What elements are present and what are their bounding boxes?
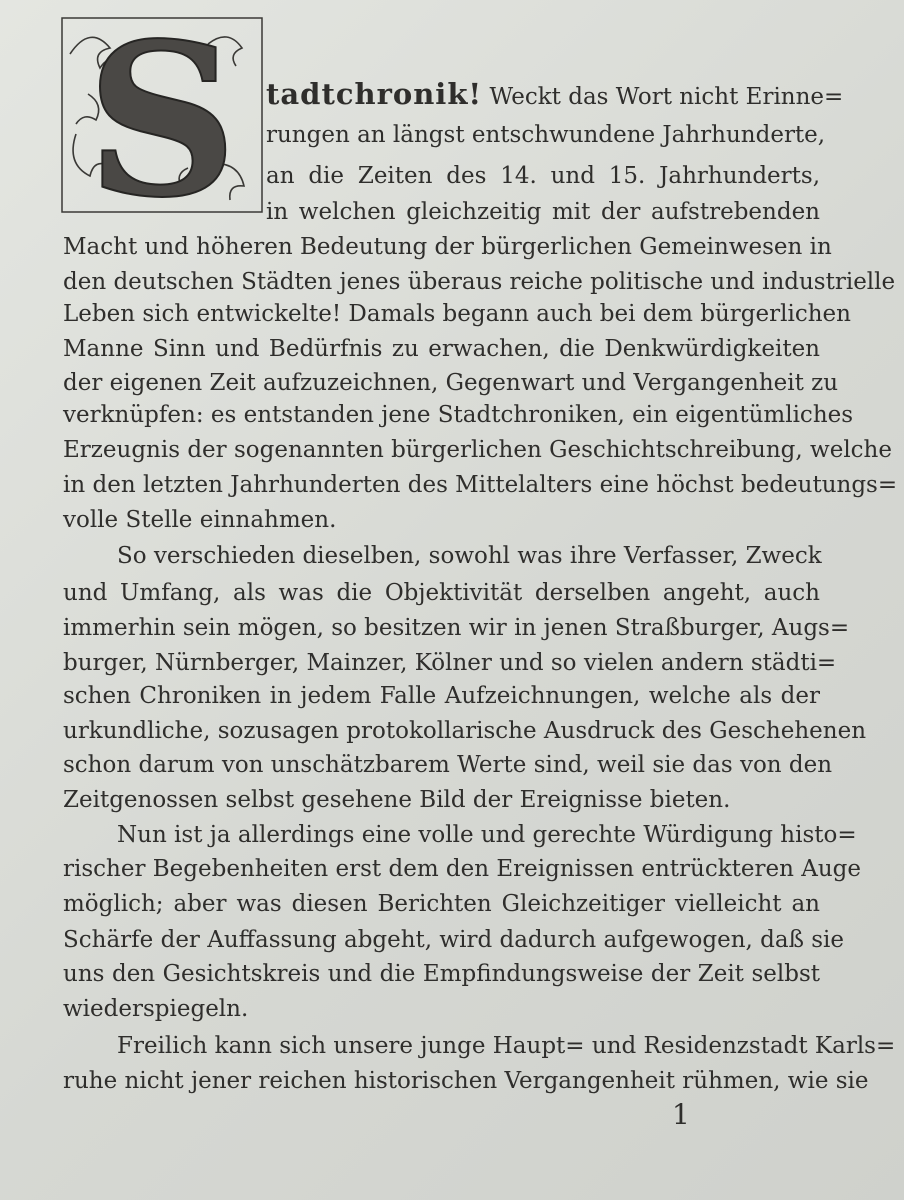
- text-line: in den letzten Jahrhunderten des Mittelalters eine höchst bedeutungs=: [63, 472, 898, 498]
- heading-line-rest: Weckt das Wort nicht Erinne=: [489, 84, 844, 110]
- text-line: der eigenen Zeit aufzuzeichnen, Gegenwart und Vergangenheit zu: [63, 370, 839, 396]
- text-line: und Umfang, als was die Objektivität derselben angeht, auch: [63, 580, 820, 606]
- paragraph-first-line: Nun ist ja allerdings eine volle und gerechte Würdigung histo=: [117, 822, 857, 848]
- text-line: burger, Nürnberger, Mainzer, Kölner und so vielen andern städti=: [63, 650, 837, 676]
- page-number: 1: [672, 1098, 690, 1131]
- text-line: [266, 77, 844, 111]
- text-line: urkundliche, sozusagen protokollarische Ausdruck des Geschehenen: [63, 718, 867, 744]
- paragraph-first-line: So verschieden dieselben, sowohl was ihre Verfasser, Zweck: [117, 543, 822, 569]
- text-line: rungen an längst entschwundene Jahrhunderte,: [266, 122, 826, 148]
- text-line: Zeitgenossen selbst gesehene Bild der Ereignisse bieten.: [63, 787, 731, 813]
- text-line: wiederspiegeln.: [63, 996, 249, 1022]
- text-line: schen Chroniken in jedem Falle Aufzeichnungen, welche als der: [63, 683, 820, 709]
- ornamental-initial-s: [58, 14, 266, 216]
- text-line: Macht und höheren Bedeutung der bürgerlichen Gemeinwesen in: [63, 234, 832, 260]
- text-line: rischer Begebenheiten erst dem den Ereignissen entrückteren Auge: [63, 856, 862, 882]
- text-line: in welchen gleichzeitig mit der aufstrebenden: [266, 199, 820, 225]
- text-line: möglich; aber was diesen Berichten Gleichzeitiger vielleicht an: [63, 891, 820, 917]
- text-line: den deutschen Städten jenes überaus reiche politische und industrielle: [63, 269, 896, 295]
- text-line: uns den Gesichtskreis und die Empfindungsweise der Zeit selbst: [63, 961, 820, 987]
- text-line: an die Zeiten des 14. und 15. Jahrhunderts,: [266, 163, 820, 189]
- text-line: volle Stelle einnahmen.: [63, 507, 337, 533]
- text-line: Manne Sinn und Bedürfnis zu erwachen, die Denkwürdigkeiten: [63, 336, 820, 362]
- text-line: schon darum von unschätzbarem Werte sind, weil sie das von den: [63, 752, 833, 778]
- text-line: Schärfe der Auffassung abgeht, wird dadurch aufgewogen, daß sie: [63, 927, 845, 953]
- heading-word: tadtchronik!: [266, 77, 483, 111]
- initial-letter: S: [86, 14, 238, 216]
- paragraph-first-line: Freilich kann sich unsere junge Haupt= und Residenzstadt Karls=: [117, 1033, 896, 1059]
- text-line: Leben sich entwickelte! Damals begann auch bei dem bürgerlichen: [63, 301, 851, 327]
- text-line: immerhin sein mögen, so besitzen wir in jenen Straßburger, Augs=: [63, 615, 850, 641]
- text-line: Erzeugnis der sogenannten bürgerlichen Geschichtschreibung, welche: [63, 437, 892, 463]
- text-line: verknüpfen: es entstanden jene Stadtchroniken, ein eigentümliches: [63, 402, 854, 428]
- text-line: ruhe nicht jener reichen historischen Vergangenheit rühmen, wie sie: [63, 1068, 869, 1094]
